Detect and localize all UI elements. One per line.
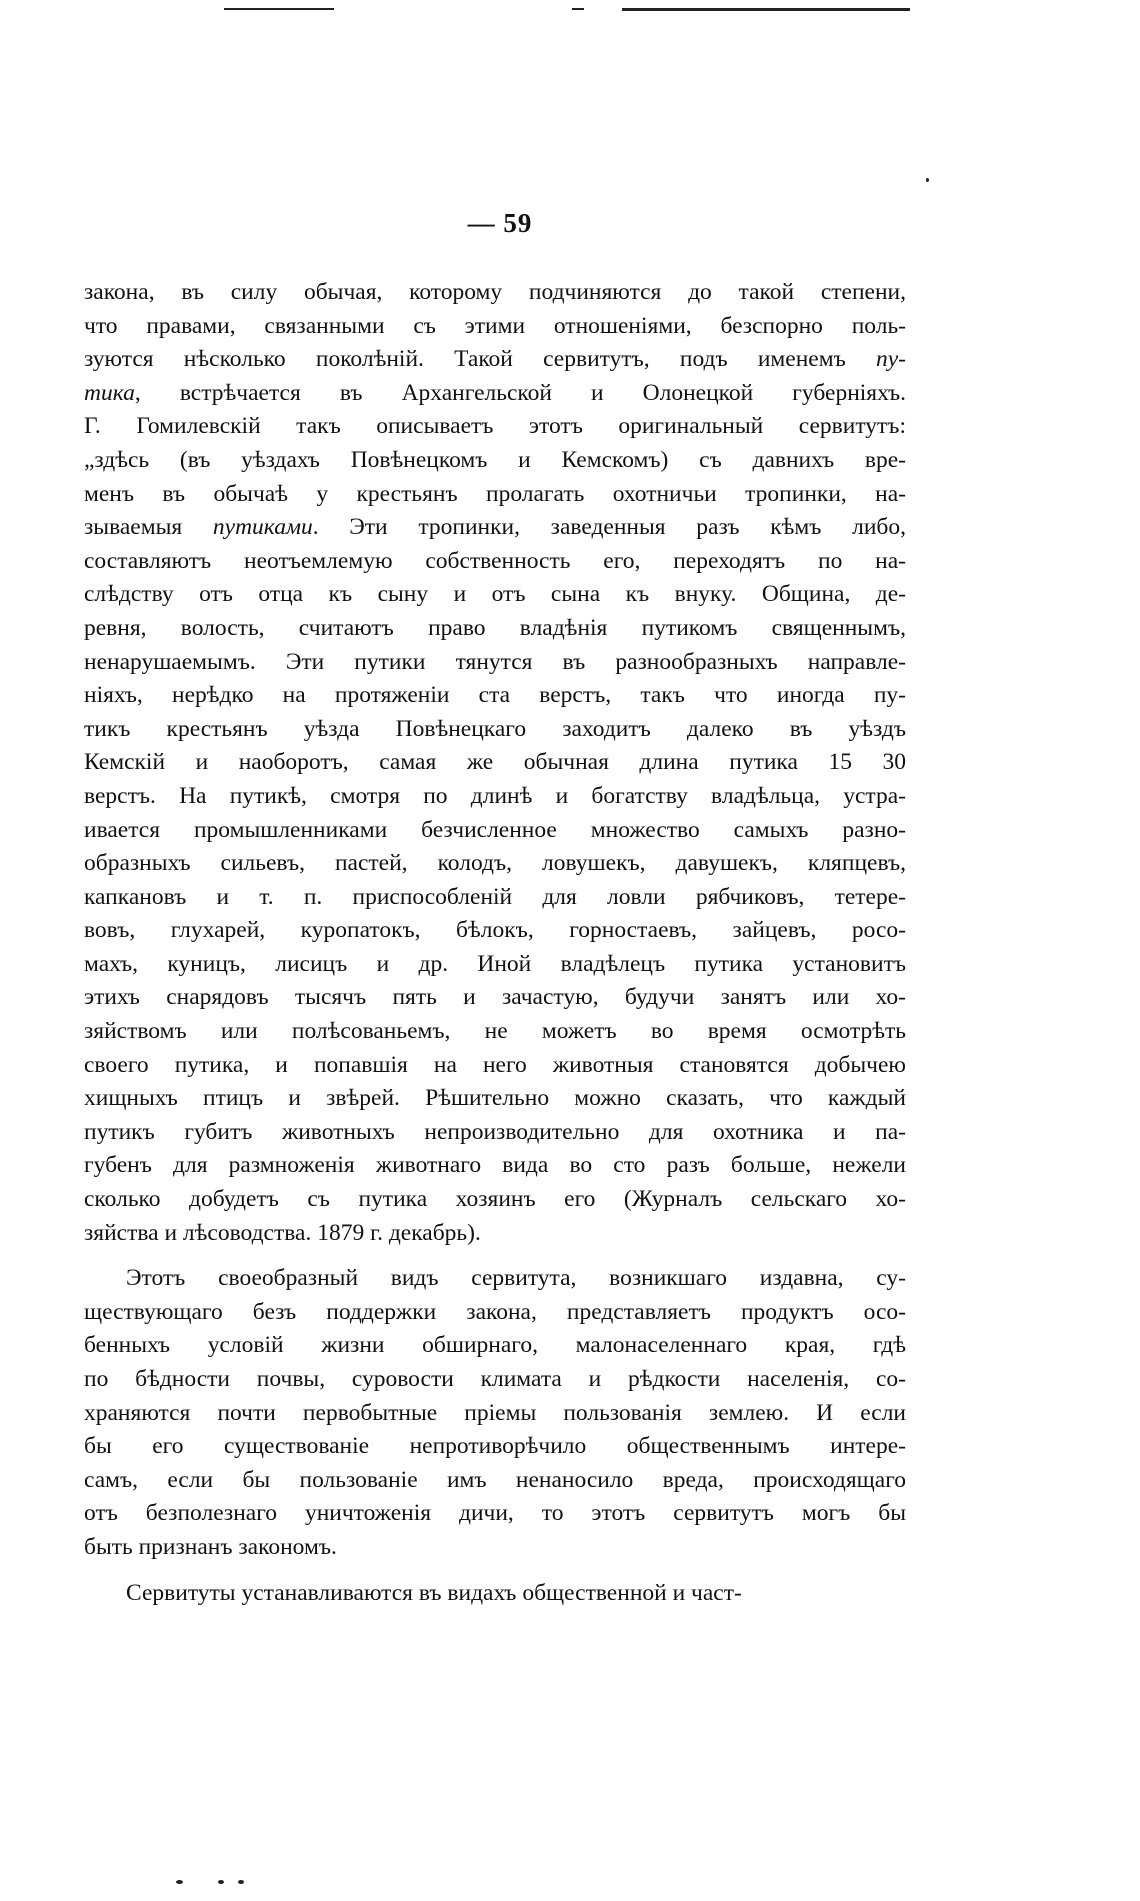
text-segment: „здѣсь (въ уѣздахъ Повѣнецкомъ и Кемскомъ) съ давнихъ вре- [84,446,906,473]
text-line [84,612,906,646]
italic-term: тика [84,379,135,406]
text-segment: ревня, волость, считаютъ право владѣнія путикомъ священнымъ, [84,614,906,641]
text-line [84,881,906,915]
text-segment: вовъ, глухарей, куропатокъ, бѣлокъ, горностаевъ, зайцевъ, росо- [84,917,906,944]
top-rule-left [224,8,334,10]
text-line [84,276,906,310]
text-segment: слѣдству отъ отца къ сыну и отъ сына къ внуку. Община, де- [84,581,906,608]
text-segment: отъ безполезнаго уничтоженія дичи, то этотъ сервитутъ могъ бы [84,1500,906,1527]
print-speck [218,1880,224,1884]
text-segment: Кемскій и наоборотъ, самая же обычная длина путика 15 30 [84,749,906,776]
text-line [84,1296,906,1330]
top-rule-mid [572,8,584,10]
text-line [84,981,906,1015]
text-segment: составляютъ неотъемлемую собственность его, переходятъ по на- [84,547,906,574]
top-rule-right [622,8,910,11]
paragraph [84,1577,906,1611]
text-segment: храняются почти первобытные пріемы пользованія землею. И если [84,1399,906,1426]
text-line [84,1217,906,1251]
text-line [84,1329,906,1363]
paragraph [84,1262,906,1564]
text-line [84,310,906,344]
text-segment: образныхъ сильевъ, пастей, колодъ, ловушекъ, давушекъ, кляпцевъ, [84,850,906,877]
text-line [84,713,906,747]
text-line [84,1430,906,1464]
text-line [84,746,906,780]
text-segment: что правами, связанными съ этими отношеніями, безспорно поль- [84,312,906,339]
text-segment: ществующаго безъ поддержки закона, представляетъ продуктъ осо- [84,1298,906,1325]
text-segment: Г. Гомилевскій такъ описываетъ этотъ оригинальный сервитутъ: [84,413,906,440]
text-segment: Этотъ своеобразный видъ сервитута, возникшаго издавна, су- [126,1265,906,1292]
page-number [0,208,1000,239]
text-segment: менъ въ обычаѣ у крестьянъ пролагать охотничьи тропинки, на- [84,480,906,507]
text-line [84,1049,906,1083]
text-line [84,578,906,612]
text-segment: этихъ снарядовъ тысячъ пять и зачастую, будучи занятъ или хо- [84,984,906,1011]
text-line [84,478,906,512]
text-line [84,1531,906,1565]
text-segment: махъ, куницъ, лисицъ и др. Иной владѣлецъ путика установитъ [84,950,906,977]
text-line [84,646,906,680]
text-segment: ненарушаемымъ. Эти путики тянутся въ разнообразныхъ направле- [84,648,906,675]
text-segment: Сервитуты устанавливаются въ видахъ общественной и част- [126,1579,742,1606]
text-segment: зуются нѣсколько поколѣній. Такой сервитутъ, подъ именемъ [84,346,876,373]
text-segment: , встрѣчается въ Архангельской и Олонецкой губерніяхъ. [134,379,906,406]
paragraph-gap [84,1250,906,1262]
text-line [84,444,906,478]
text-segment: тикъ крестьянъ уѣзда Повѣнецкаго заходитъ далеко въ уѣздъ [84,715,906,742]
paragraph-gap [84,1565,906,1577]
text-line [84,1015,906,1049]
text-segment: бенныхъ условій жизни обширнаго, малонаселеннаго края, гдѣ [84,1332,906,1359]
text-segment: быть признанъ закономъ. [84,1533,337,1560]
text-line [84,1577,906,1611]
text-line [84,679,906,713]
text-line [84,1397,906,1431]
print-speck [238,1880,244,1884]
text-segment: сколько добудетъ съ путика хозяинъ его (Журналъ сельскаго хо- [84,1186,906,1213]
text-segment: закона, въ силу обычая, которому подчиняются до такой степени, [84,279,906,305]
text-line [84,814,906,848]
text-line [84,780,906,814]
text-segment: капкановъ и т. п. приспособленій для ловли рябчиковъ, тетере- [84,883,906,910]
text-line [84,1262,906,1296]
text-segment: губенъ для размноженія животнаго вида во сто разъ больше, нежели [84,1152,906,1179]
text-line [84,545,906,579]
text-segment: верстъ. На путикѣ, смотря по длинѣ и богатству владѣльца, устра- [84,782,906,809]
text-segment: ніяхъ, нерѣдко на протяженіи ста верстъ, такъ что иногда пу- [84,682,906,709]
body-text [84,276,906,1610]
text-segment: своего путика, и попавшія на него животныя становятся добычею [84,1051,906,1078]
italic-term: путиками [212,514,313,541]
text-line [84,1149,906,1183]
text-segment: зяйствомъ или полѣсованьемъ, не можетъ во время осмотрѣть [84,1018,906,1045]
print-speck [926,178,929,182]
italic-term: пу- [875,346,906,373]
text-segment: по бѣдности почвы, суровости климата и рѣдкости населенія, со- [84,1366,906,1392]
text-line [84,511,906,545]
text-line [84,1464,906,1498]
text-segment: . Эти тропинки, заведенныя разъ кѣмъ либо, [312,514,906,541]
text-line [84,1363,906,1397]
print-speck [176,1880,183,1884]
text-segment: путикъ губитъ животныхъ непроизводительно для охотника и па- [84,1118,906,1145]
text-segment: зываемыя [84,514,213,541]
text-segment: хищныхъ птицъ и звѣрей. Рѣшительно можно сказать, что каждый [84,1085,906,1112]
text-line [84,847,906,881]
text-segment: ивается промышленниками безчисленное множество самыхъ разно- [84,816,906,843]
text-line [84,1183,906,1217]
text-line [84,1082,906,1116]
text-line [84,1497,906,1531]
text-line [84,914,906,948]
page-number-dash: — [467,208,496,238]
text-line [84,1116,906,1150]
text-line [84,410,906,444]
text-segment: самъ, если бы пользованіе имъ ненаносило вреда, происходящаго [84,1466,906,1493]
text-line [84,948,906,982]
text-line [84,377,906,411]
page-number-value: 59 [503,208,533,238]
text-segment: зяйства и лѣсоводства. 1879 г. декабрь). [84,1219,481,1246]
paragraph [84,276,906,1250]
text-line [84,343,906,377]
text-segment: бы его существованіе непротиворѣчило общественнымъ интере- [84,1433,906,1460]
